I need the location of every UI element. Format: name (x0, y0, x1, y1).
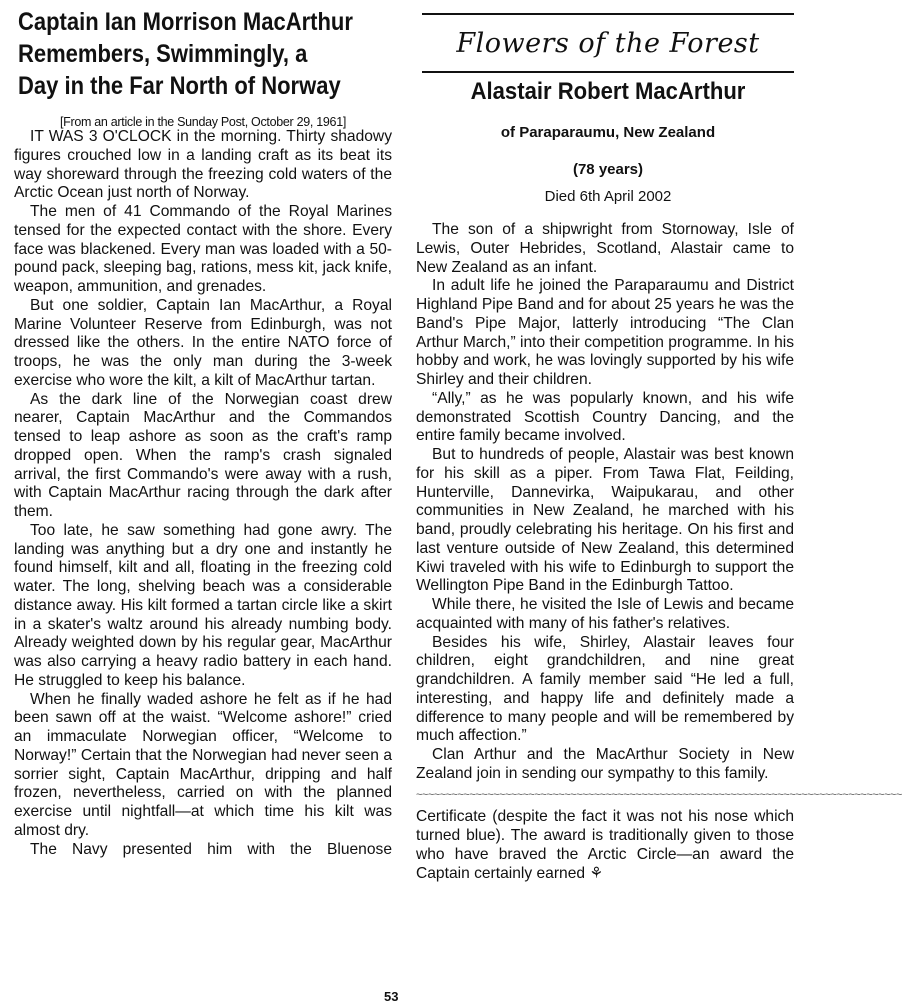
paragraph: The men of 41 Commando of the Royal Marines tensed for the expected contact with the shore. Every face was blackened. Every man was loaded with a 50-pound pack, sleeping bag, rations, mess kit, jack knife, weapon, ammunition, and grenades. (14, 203, 392, 295)
paragraph: Besides his wife, Shirley, Alastair leaves four children, eight grandchildren, and nine great grandchildren. A family member said “He led a full, interesting, and happy life and definitely made a difference to many people and will be remembered by much affection.” (416, 633, 794, 745)
page-number: 53 (384, 989, 399, 1004)
paragraph: The son of a shipwright from Stornoway, Isle of Lewis, Outer Hebrides, Scotland, Alastair came to New Zealand as an infant. (416, 221, 794, 276)
top-rule (422, 13, 794, 15)
paragraph: “Ally,” as he was popularly known, and his wife demonstrated Scottish Country Dancing, and the entire family became involved. (416, 389, 794, 445)
article-title (18, 6, 352, 102)
paragraph: But to hundreds of people, Alastair was best known for his skill as a piper. From Tawa Flat, Feilding, Hunterville, Dannevirka, Waipukarau, and other communities in New Zealand, he marched with his band, proudly celebrating his heritage. On his first and last venture outside of New Zealand, this determined Kiwi traveled with his wife to Edinburgh to support the Wellington Pipe Band in the Edinburgh Tattoo. (416, 446, 794, 595)
tilde-divider: ~~~~~~~~~~~~~~~~~~~~~~~~~~~~~~~~~~~~~~~~~~~~~~~~~~~~~~~~~~~~~~~~~~~~~~~~~~~~~~~~~~ (416, 788, 902, 801)
paragraph: Too late, he saw something had gone awry. The landing was anything but a dry one and instantly he found himself, kilt and all, floating in the freezing cold water. The long, shelving beach was a considerable distance away. His kilt formed a tartan circle like a skirt in a skater's waltz around his already numbing body. Already weighted down by his regular gear, MacArthur was also carrying a heavy radio battery in each hand. He struggled to keep his balance. (14, 521, 392, 689)
title-line: Day in the Far North of Norway (18, 72, 341, 100)
obituary-age: (78 years) (572, 161, 644, 178)
article-body (14, 128, 392, 859)
obituary-died: Died 6th April 2002 (544, 188, 672, 205)
paragraph: The Navy presented him with the Bluenose (30, 840, 392, 858)
end-mark-icon: ⚘ (585, 864, 604, 882)
paragraph: Clan Arthur and the MacArthur Society in New Zealand join in sending our sympathy to this family. (416, 746, 794, 782)
paragraph: While there, he visited the Isle of Lewis and became acquainted with many of his father's relatives. (416, 596, 794, 632)
obituary-location: of Paraparaumu, New Zealand (500, 124, 716, 141)
title-line: Captain Ian Morrison MacArthur (18, 8, 353, 36)
article-source: [From an article in the Sunday Post, October 29, 1961] (59, 115, 347, 129)
obituary-body (416, 221, 902, 883)
section-title: Flowers of the Forest (456, 28, 760, 59)
continued-text: Certificate (despite the fact it was not his nose which turned blue). The award is traditionally given to those who have braved the Arctic Circle—an award the Captain certainly earned (416, 808, 794, 882)
paragraph: In adult life he joined the Paraparaumu and District Highland Pipe Band and for about 25 years he was the Band's Pipe Major, latterly introducing “The Clan Arthur March,” into their competition programme. In his hobby and work, he was lovingly supported by his wife Shirley and their children. (416, 277, 794, 388)
paragraph: IT WAS 3 O'CLOCK in the morning. Thirty shadowy figures crouched low in a landing craft as its beat its way shoreward through the freezing cold waters of the Arctic Ocean just north of Norway. (14, 128, 392, 202)
bottom-rule (422, 71, 794, 73)
title-line: Remembers, Swimmingly, a (18, 40, 308, 68)
continued-paragraph (416, 808, 794, 883)
obituary-name: Alastair Robert MacArthur (470, 78, 746, 105)
paragraph: When he finally waded ashore he felt as if he had been sawn off at the waist. “Welcome ashore!” cried an immaculate Norwegian officer, “Welcome to Norway!” Certain that the Norwegian had never seen a sorrier sight, Captain MacArthur, dripping and half frozen, nevertheless, carried on with the planned exercise until nightfall—at which time his kilt was almost dry. (14, 690, 392, 839)
paragraph: As the dark line of the Norwegian coast drew nearer, Captain MacArthur and the Commandos tensed to leap ashore as soon as the craft's ramp dropped open. When the ramp's crash signaled arrival, the first Commando's were away with a rush, with Captain MacArthur racing through the dark after them. (14, 390, 392, 520)
paragraph: But one soldier, Captain Ian MacArthur, a Royal Marine Volunteer Reserve from Edinburgh, was not dressed like the others. In the entire NATO force of troops, he was the only man during the 3-week exercise who wore the kilt, a kilt of MacArthur tartan. (14, 296, 392, 389)
